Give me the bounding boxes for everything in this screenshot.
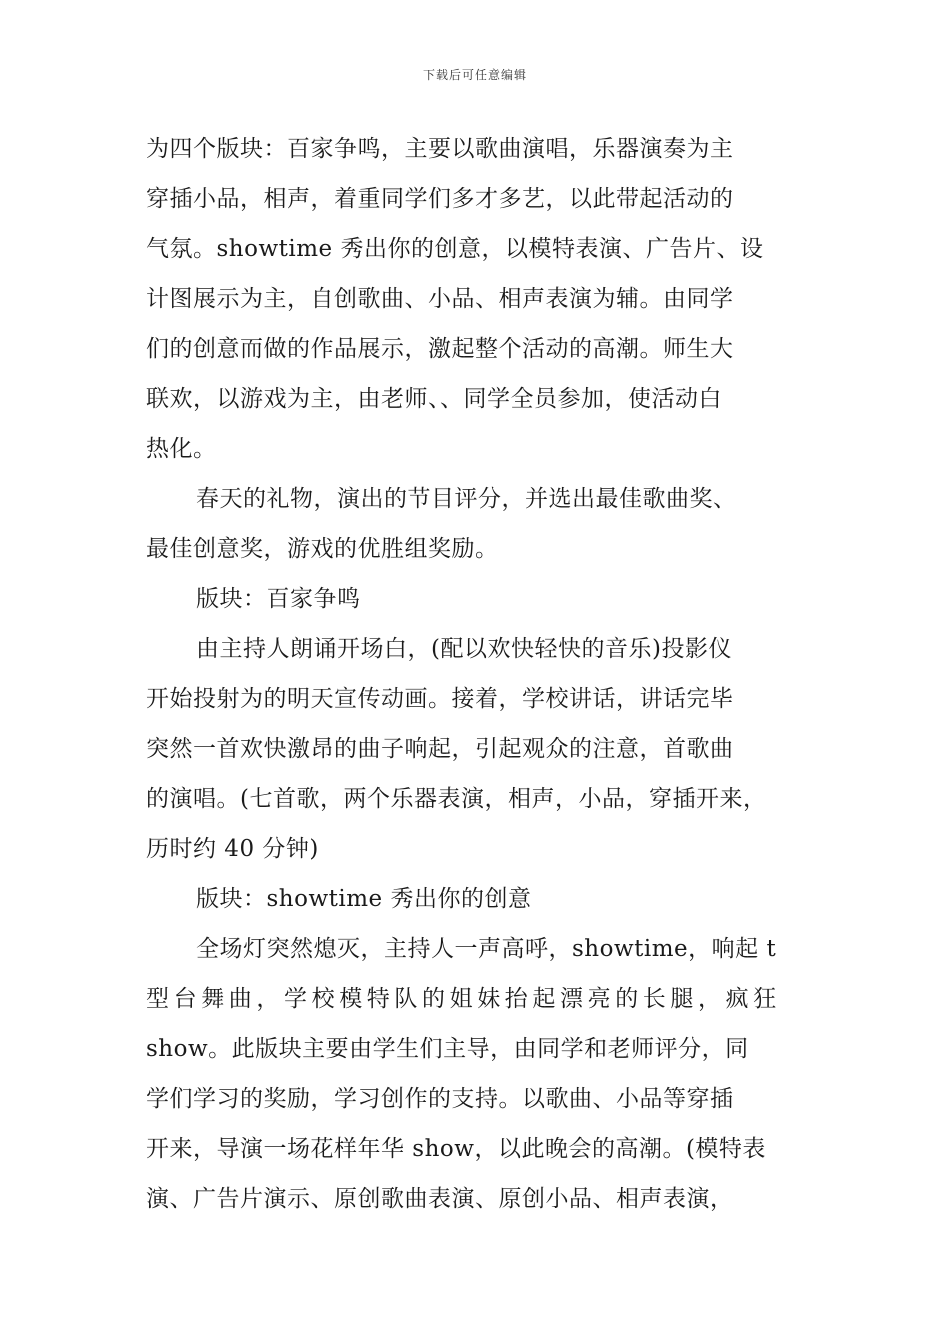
text-line: 开来，导演一场花样年华 show，以此晚会的高潮。(模特表 bbox=[146, 1136, 766, 1162]
text-line: 演、广告片演示、原创歌曲表演、原创小品、相声表演， bbox=[146, 1186, 734, 1212]
section-heading: 版块：百家争鸣 bbox=[196, 586, 361, 612]
text-line: 学们学习的奖励，学习创作的支持。以歌曲、小品等穿插 bbox=[146, 1086, 734, 1112]
text-line: 全场灯突然熄灭，主持人一声高呼，showtime，响起 t bbox=[196, 936, 777, 962]
text-line: 计图展示为主，自创歌曲、小品、相声表演为辅。由同学 bbox=[146, 286, 734, 312]
text-line: 穿插小品，相声，着重同学们多才多艺，以此带起活动的 bbox=[146, 186, 734, 212]
text-line: 的演唱。(七首歌，两个乐器表演，相声，小品，穿插开来， bbox=[146, 786, 767, 812]
document-body bbox=[146, 124, 810, 1224]
text-line: 历时约 40 分钟) bbox=[146, 836, 319, 862]
text-line: show。此版块主要由学生们主导，由同学和老师评分，同 bbox=[146, 1036, 749, 1062]
text-line: 们的创意而做的作品展示，激起整个活动的高潮。师生大 bbox=[146, 336, 734, 362]
text-line: 气氛。showtime 秀出你的创意，以模特表演、广告片、设 bbox=[146, 236, 764, 262]
text-line: 最佳创意奖，游戏的优胜组奖励。 bbox=[146, 536, 499, 562]
text-line: 开始投射为的明天宣传动画。接着，学校讲话，讲话完毕 bbox=[146, 686, 734, 712]
text-line: 热化。 bbox=[146, 436, 217, 462]
text-line: 春天的礼物，演出的节目评分，并选出最佳歌曲奖、 bbox=[196, 486, 737, 512]
page-header: 下载后可任意编辑 bbox=[422, 68, 527, 82]
section-heading: 版块：showtime 秀出你的创意 bbox=[196, 886, 532, 912]
text-line: 由主持人朗诵开场白，(配以欢快轻快的音乐)投影仪 bbox=[196, 636, 732, 662]
text-line: 为四个版块：百家争鸣，主要以歌曲演唱，乐器演奏为主 bbox=[146, 136, 734, 162]
text-line: 联欢，以游戏为主，由老师、、同学全员参加，使活动白 bbox=[146, 386, 722, 412]
text-line: 型台舞曲，学校模特队的姐妹抬起漂亮的长腿，疯狂 bbox=[146, 986, 781, 1012]
text-line: 突然一首欢快激昂的曲子响起，引起观众的注意，首歌曲 bbox=[146, 736, 734, 762]
